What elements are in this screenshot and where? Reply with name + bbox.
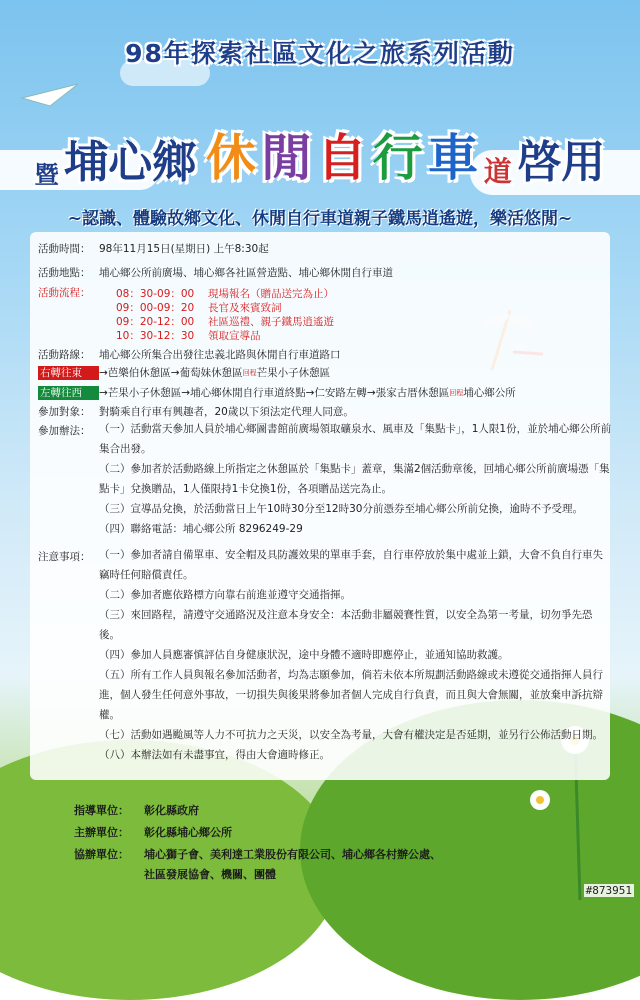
- route-right-path: →芭樂伯休憩區→葡萄妹休憩區: [99, 367, 243, 379]
- route-label: 活動路線：: [38, 349, 91, 361]
- title-char: 閒: [261, 129, 312, 187]
- route-right: [38, 366, 330, 380]
- process-time: 09：00-09：20: [116, 302, 195, 314]
- notes-row: [38, 550, 99, 564]
- watermark: #873951: [585, 884, 632, 897]
- place-value: 埔心鄉公所前廣場、埔心鄉各社區營造點、埔心鄉休閒自行車道: [99, 267, 393, 279]
- title-char: 車: [428, 129, 479, 187]
- route-value: 埔心鄉公所集合出發往忠義北路與休閒自行車道路口: [99, 349, 341, 361]
- process-label: 活動流程：: [38, 287, 91, 299]
- co-row-2: [144, 866, 276, 882]
- title-char: 行: [372, 129, 423, 187]
- process-item: [116, 286, 334, 301]
- process-text: 領取宣導品: [208, 330, 261, 342]
- note-item: （一）參加者請自備單車、安全帽及具防護效果的單車手套，自行車停放於集中處並上鎖，大會不負自行車失竊時任何賠償責任。: [99, 549, 603, 581]
- guide-label: 指導單位：: [74, 804, 129, 817]
- process-text: 長官及來賓致詞: [208, 302, 282, 314]
- method-label: 參加辦法：: [38, 425, 91, 437]
- title-char: 自: [316, 129, 367, 187]
- co-row: [74, 846, 441, 862]
- route-left-path: →芒果小子休憩區→埔心鄉休閒自行車道終點→仁安路左轉→張家古厝休憩區: [99, 387, 450, 399]
- note-item: （五）所有工作人員與報名參加活動者，均為志願參加，倘若未依本所規劃活動路線或未遵從交通指揮人員行進，個人發生任何意外事故，一切損失與後果將參加者個人完成自行負責，而且與大會無關，並放棄申訴抗辯權。: [99, 669, 603, 721]
- note-item: （四）參加人員應審慎評估自身健康狀況，途中身體不適時即應停止，並通知協助救護。: [99, 649, 509, 661]
- place-label: 活動地點：: [38, 267, 91, 279]
- route-left-end: 埔心鄉公所: [463, 387, 516, 399]
- route-row: [38, 348, 341, 362]
- route-left: [38, 386, 516, 400]
- title-prefix: 暨: [34, 161, 59, 189]
- method-list: [99, 419, 612, 539]
- left-turn-tag: 左轉往西: [38, 386, 99, 400]
- title-township: 埔心鄉: [64, 137, 197, 188]
- title-dao: 道: [483, 155, 512, 188]
- process-text: 社區巡禮、親子鐵馬逍遙遊: [208, 316, 334, 328]
- process-text: 現場報名（贈品送完為止）: [208, 288, 334, 300]
- process-time: 10：30-12：30: [116, 330, 195, 342]
- title-end: 啓用: [517, 137, 606, 188]
- host-label: 主辦單位：: [74, 826, 129, 839]
- subtitle: ~認識、體驗故鄉文化、休閒自行車道親子鐵馬逍遙遊，樂活悠閒~: [67, 209, 573, 229]
- paper-plane-icon: [20, 80, 80, 110]
- time-value: 98年11月15日(星期日) 上午8:30起: [99, 243, 269, 255]
- target-value: 對騎乘自行車有興趣者，20歲以下須法定代理人同意。: [99, 406, 354, 418]
- process-row: [38, 286, 99, 300]
- target-row: [38, 405, 354, 419]
- process-item: [116, 300, 282, 315]
- main-title: [0, 118, 640, 190]
- time-label: 活動時間：: [38, 243, 91, 255]
- method-item: （三）宣導品兌換，於活動當日上午10時30分至12時30分前憑券至埔心鄉公所前兌換，逾時不予受理。: [99, 503, 583, 515]
- co-value: 埔心獅子會、美利達工業股份有限公司、埔心鄉各村辦公處、: [144, 848, 441, 861]
- note-item: （二）參加者應依路標方向靠右前進並遵守交通指揮。: [99, 589, 351, 601]
- process-time: 09：20-12：00: [116, 316, 195, 328]
- notes-list: [99, 545, 612, 765]
- process-time: 08：30-09：00: [116, 288, 195, 300]
- guide-row: [74, 802, 199, 818]
- co-value-2: 社區發展協會、機關、團體: [144, 868, 276, 881]
- process-item: [116, 328, 261, 343]
- target-label: 參加對象：: [38, 406, 91, 418]
- method-item: （二）參加者於活動路線上所指定之休憩區於「集點卡」蓋章，集滿2個活動章後，回埔心鄉公所前廣場憑「集點卡」兌換贈品，1人僅限持1卡兌換1份，各項贈品送完為止。: [99, 463, 610, 495]
- process-item: [116, 314, 334, 329]
- note-item: （三）來回路程，請遵守交通路況及注意本身安全：本活動非屬競賽性質，以安全為第一考量，切勿爭先恐後。: [99, 609, 593, 641]
- time-row: [38, 242, 269, 256]
- title-char: 休: [205, 129, 256, 187]
- return-mark: 回程: [242, 369, 257, 377]
- place-row: [38, 266, 393, 280]
- method-item: （四）聯絡電話：埔心鄉公所 8296249-29: [99, 523, 303, 535]
- note-item: （七）活動如遇颱風等人力不可抗力之天災，以安全為考量，大會有權決定是否延期，並另行公佈活動日期。: [99, 729, 603, 741]
- right-turn-tag: 右轉往東: [38, 366, 99, 380]
- host-row: [74, 824, 232, 840]
- route-right-end: 芒果小子休憩區: [256, 367, 331, 379]
- event-series-title: 98年探索社區文化之旅系列活動: [125, 39, 515, 68]
- host-value: 彰化縣埔心鄉公所: [144, 826, 232, 839]
- method-item: （一）活動當天參加人員於埔心鄉圖書館前廣場領取礦泉水、風車及「集點卡」，1人限1份，並於埔心鄉公所前集合出發。: [99, 423, 612, 455]
- method-row: [38, 424, 99, 438]
- return-mark: 回程: [449, 389, 464, 397]
- notes-label: 注意事項：: [38, 551, 91, 563]
- note-item: （八）本辦法如有未盡事宜，得由大會適時修正。: [99, 749, 330, 761]
- co-label: 協辦單位：: [74, 848, 129, 861]
- guide-value: 彰化縣政府: [144, 804, 199, 817]
